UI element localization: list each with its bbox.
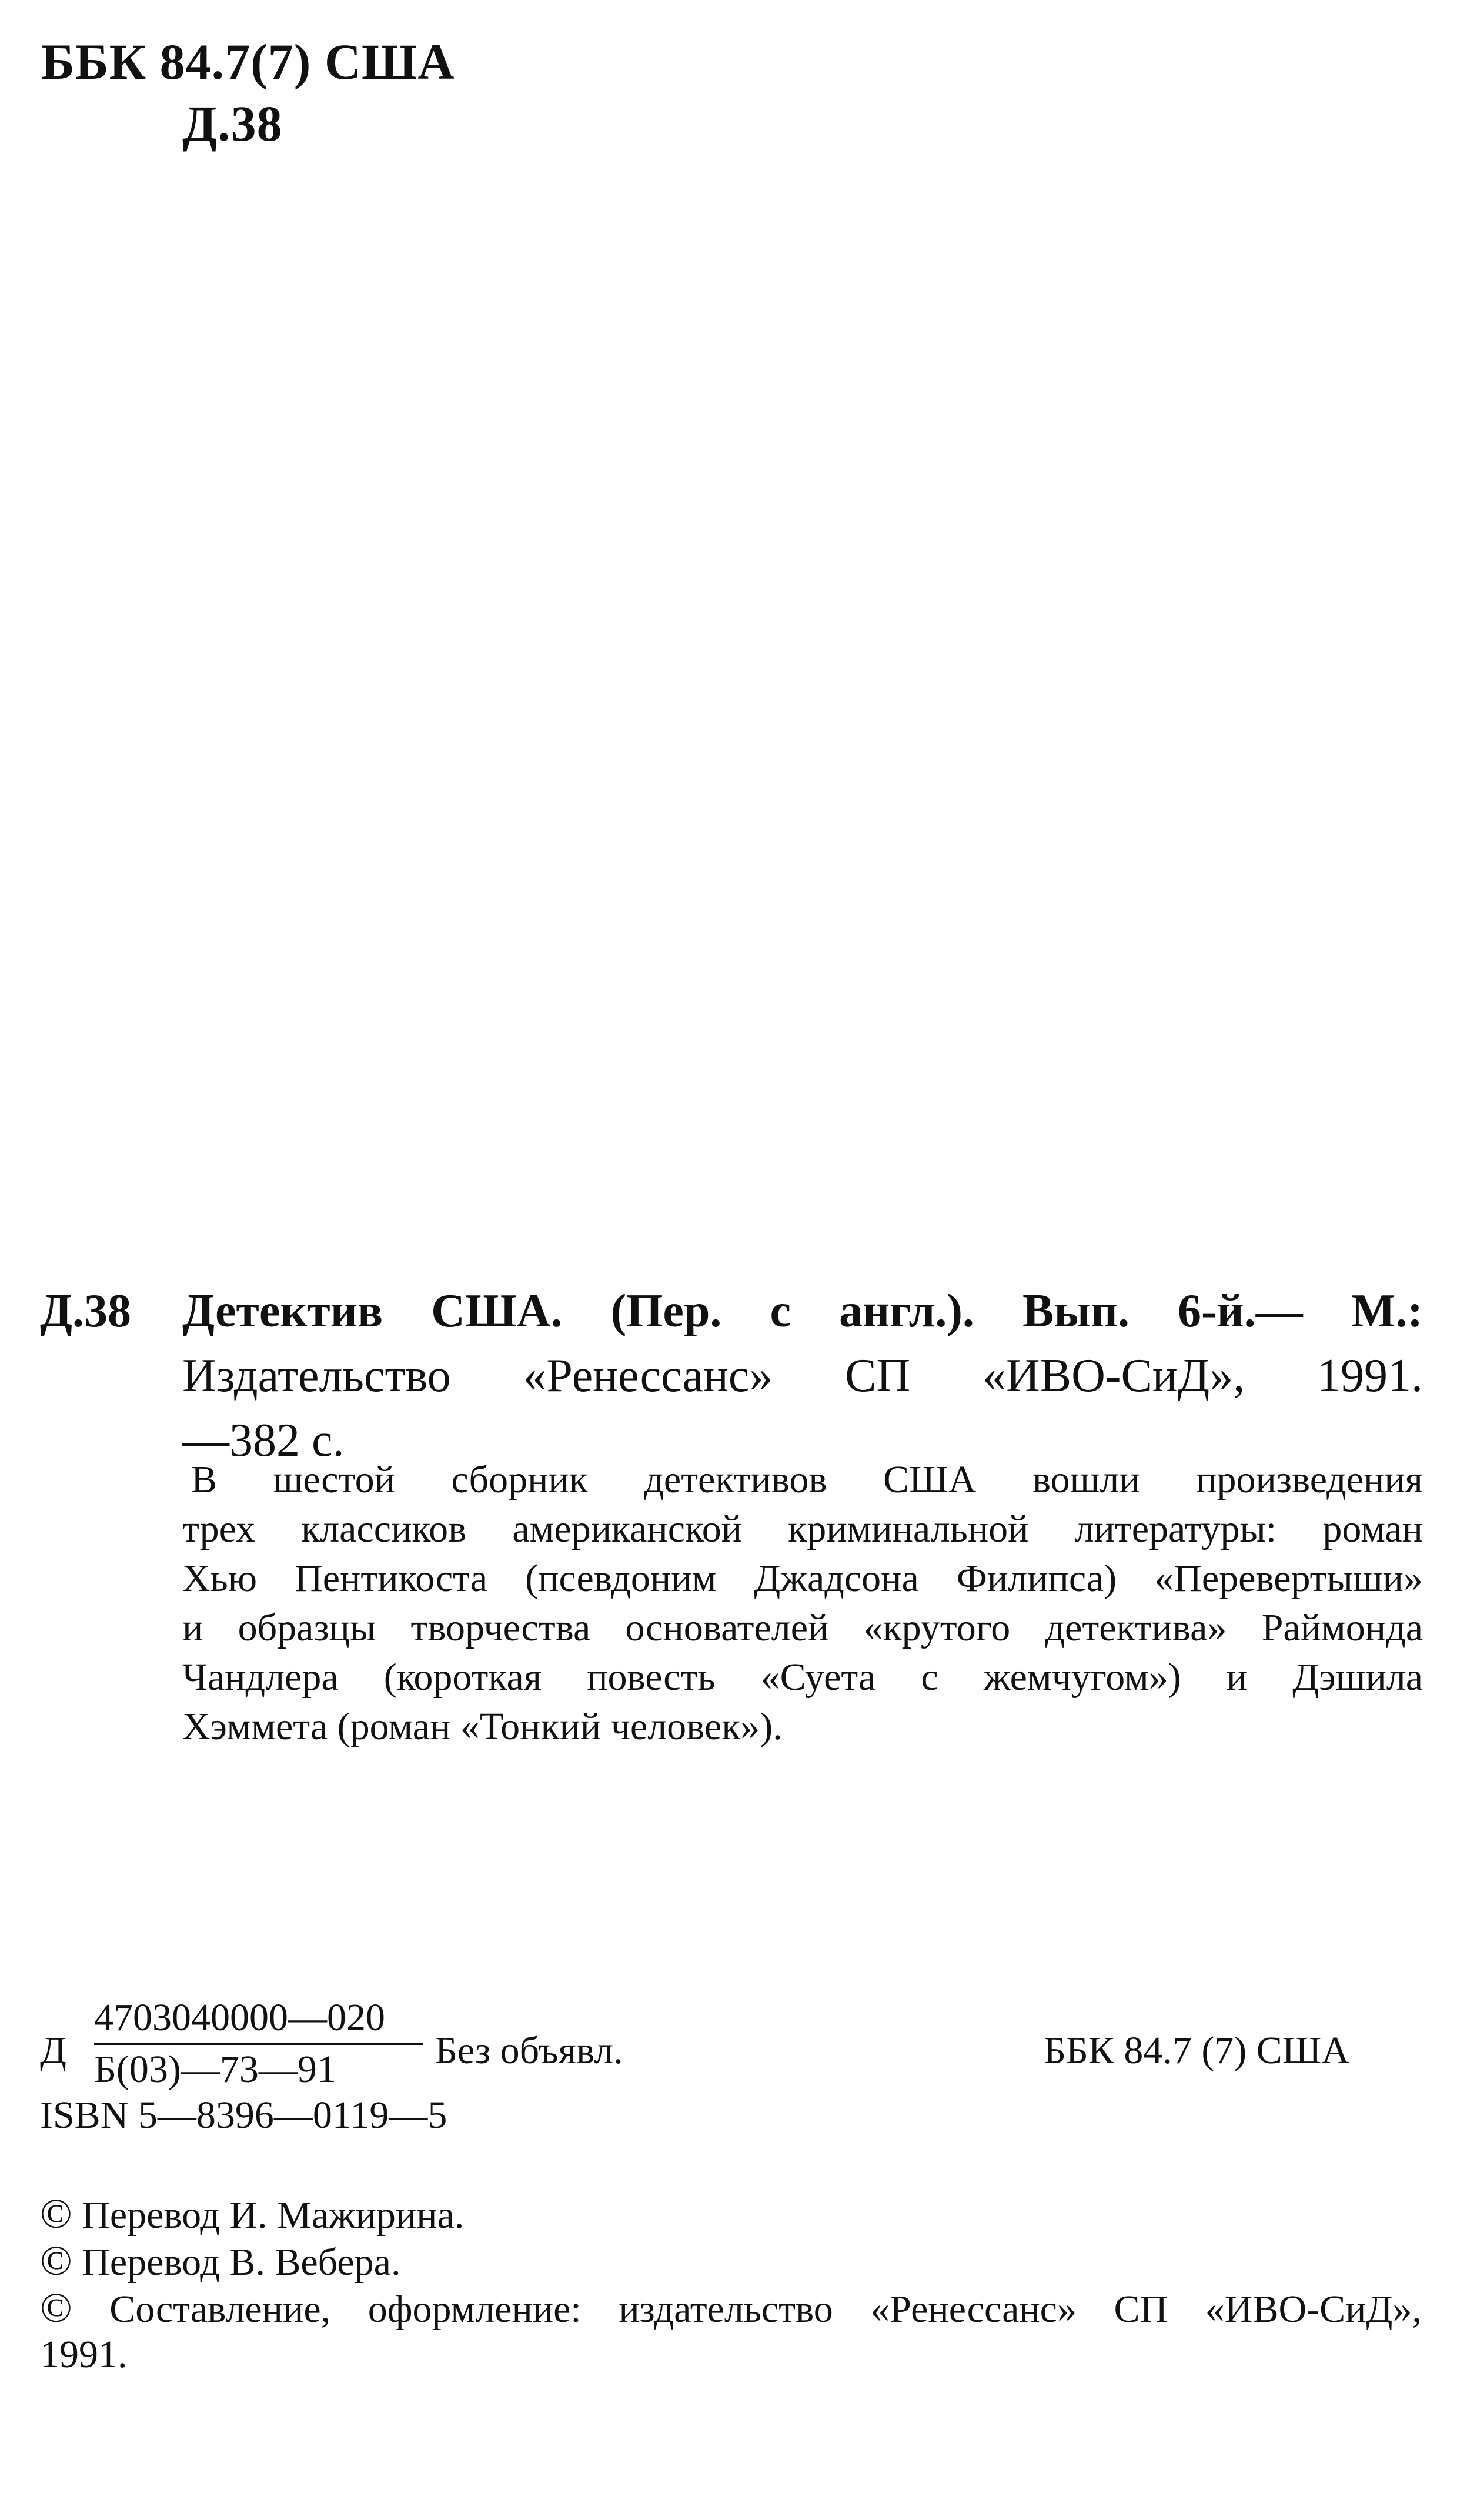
- copyright-line: [40, 2235, 400, 2288]
- entry-author-mark: Д.38: [40, 1285, 132, 1337]
- bbk-code-bottom: ББК 84.7 (7) США: [1044, 2029, 1350, 2072]
- index-denominator: Б(03)—73—91: [94, 2048, 336, 2091]
- annotation-line: В шестой сборник детективов США вошли произведения: [191, 1458, 1423, 1501]
- index-numerator: 4703040000—020: [94, 1996, 385, 2039]
- annotation-line: Хэммета (роман «Тонкий человек»).: [182, 1705, 783, 1748]
- fraction-divider: [94, 2043, 423, 2045]
- price-note: Без объявл.: [435, 2029, 623, 2072]
- copyright-text: Перевод В. Вебера.: [82, 2241, 401, 2284]
- annotation-line: и образцы творчества основателей «крутого детектива» Раймонда: [182, 1606, 1423, 1649]
- copyright-icon: ©: [40, 2237, 72, 2284]
- classification-code: ББК 84.7(7) США: [41, 34, 455, 90]
- entry-title-text: Детектив США. (Пер. с англ.). Вып. 6-й.— М.:: [182, 1285, 1423, 1337]
- copyright-icon: ©: [40, 2284, 72, 2331]
- copyright-year: 1991.: [40, 2333, 128, 2376]
- copyright-line: [40, 2188, 464, 2241]
- entry-publisher-text: Издательство «Ренессанс» СП «ИВО-СиД», 1991.: [182, 1350, 1423, 1402]
- entry-title-line: [182, 1282, 1423, 1341]
- entry-publisher-line: [182, 1346, 1423, 1405]
- annotation-line: Чандлера (короткая повесть «Суета с жемчугом») и Дэшила: [182, 1656, 1423, 1699]
- copyright-icon: ©: [40, 2190, 72, 2237]
- copyright-text: Перевод И. Мажирина.: [82, 2194, 465, 2237]
- entry-pages-text: —382 с.: [182, 1415, 345, 1466]
- isbn: ISBN 5—8396—0119—5: [40, 2094, 447, 2137]
- copyright-text: Составление, оформление: издательство «Ренессанс» СП «ИВО-СиД»,: [109, 2288, 1422, 2331]
- index-letter: Д: [40, 2029, 67, 2072]
- annotation-line: Хью Пентикоста (псевдоним Джадсона Филипса) «Перевертыши»: [182, 1557, 1423, 1600]
- author-mark: Д.38: [182, 95, 283, 152]
- copyright-line: [40, 2282, 1422, 2335]
- annotation-line: трех классиков американской криминальной литературы: роман: [182, 1508, 1423, 1550]
